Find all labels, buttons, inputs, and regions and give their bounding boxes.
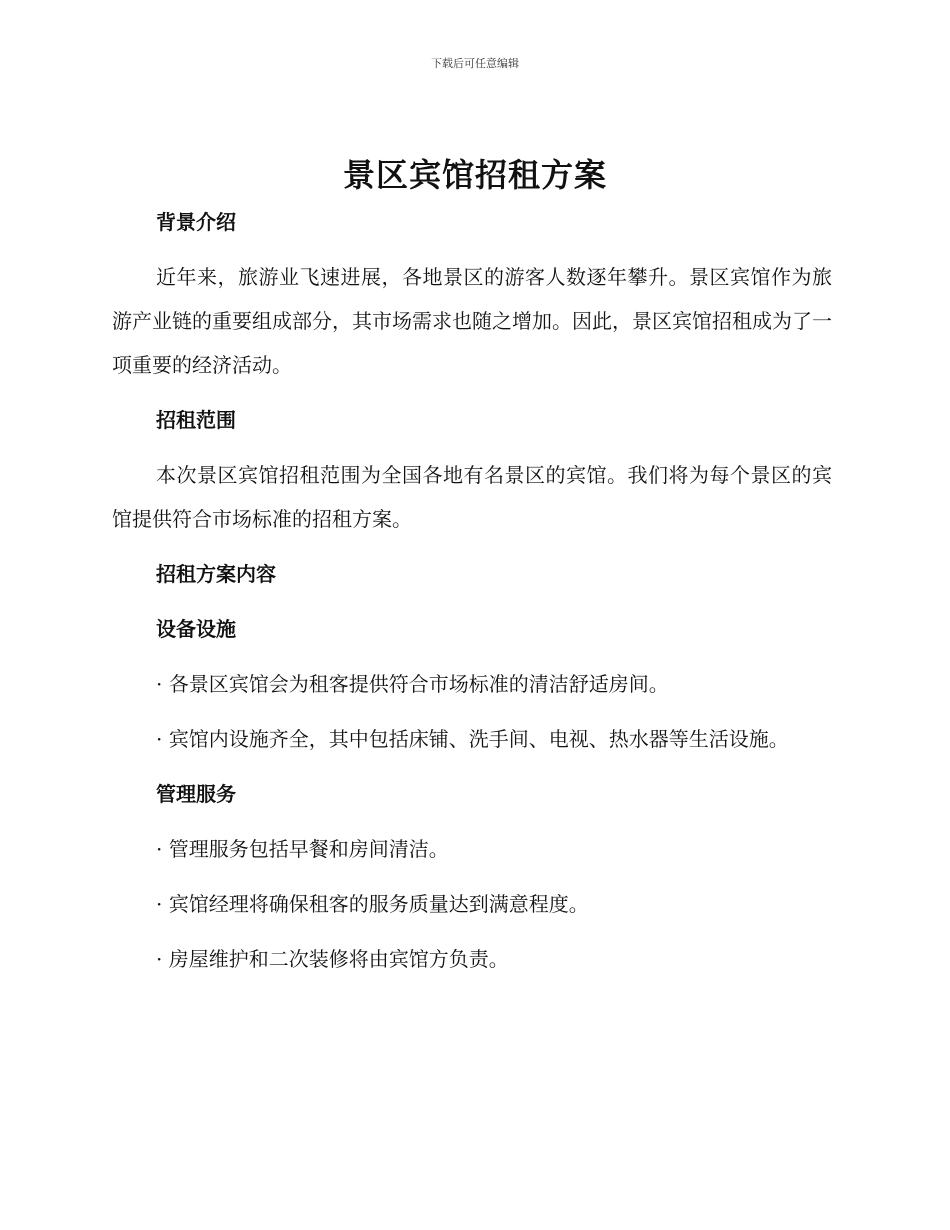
section-heading-scope: 招租范围 [156,408,236,432]
section-heading-facilities: 设备设施 [156,617,236,641]
list-item: · 管理服务包括早餐和房间清洁。 [156,837,449,861]
document-title: 景区宾馆招租方案 [342,156,607,194]
document-body [112,200,832,992]
section-heading-management: 管理服务 [156,782,236,806]
list-item: · 各景区宾馆会为租客提供符合市场标准的清洁舒适房间。 [156,672,669,696]
header-note: 下载后可任意编辑 [431,57,519,70]
section-heading-plan: 招租方案内容 [156,562,276,586]
list-item: · 房屋维护和二次装修将由宾馆方负责。 [156,947,509,971]
section-paragraph-background: 近年来，旅游业飞速进展，各地景区的游客人数逐年攀升。景区宾馆作为旅游产业链的重要组成部分，其市场需求也随之增加。因此，景区宾馆招租成为了一项重要的经济活动。 [112,265,832,377]
section-paragraph-scope: 本次景区宾馆招租范围为全国各地有名景区的宾馆。我们将为每个景区的宾馆提供符合市场标准的招租方案。 [112,463,832,531]
list-item: · 宾馆经理将确保租客的服务质量达到满意程度。 [156,892,589,916]
list-item: · 宾馆内设施齐全，其中包括床铺、洗手间、电视、热水器等生活设施。 [156,727,789,751]
section-heading-background: 背景介绍 [156,210,236,234]
